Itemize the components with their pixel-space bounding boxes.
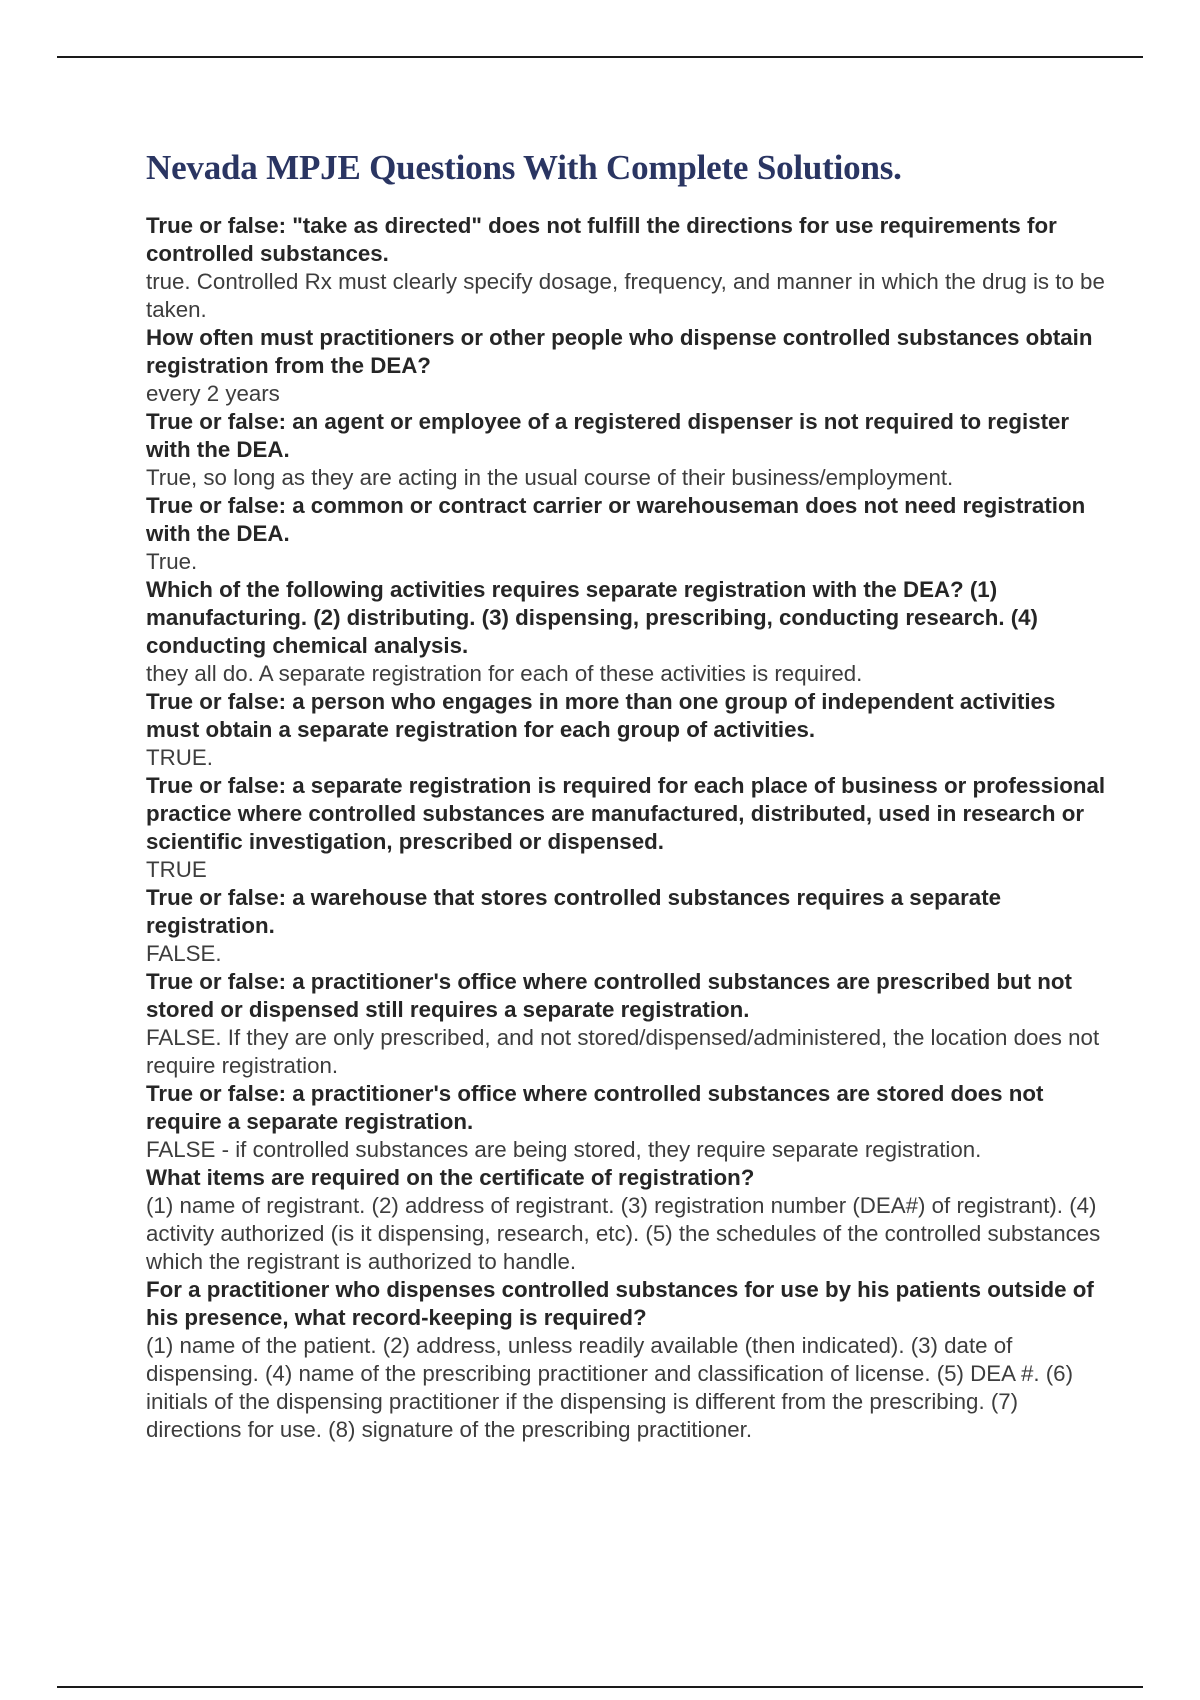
qa-item-2 (146, 324, 1106, 408)
question-text: True or false: a person who engages in more than one group of independent activities must obtain a separate registration for each group of activities. (146, 689, 1056, 742)
question-text: True or false: "take as directed" does not fulfill the directions for use requirements for controlled substances. (146, 213, 1057, 266)
answer-text: every 2 years (146, 381, 280, 406)
question-text: True or false: an agent or employee of a registered dispenser is not required to register with the DEA. (146, 409, 1070, 462)
answer-text: true. Controlled Rx must clearly specify dosage, frequency, and manner in which the drug is to be taken. (146, 269, 1105, 322)
question-text: True or false: a separate registration is required for each place of business or professional practice where controlled substances are manufactured, distributed, used in research or scientific investigation, prescribed or dispensed. (146, 773, 1106, 854)
question-text: True or false: a warehouse that stores controlled substances requires a separate registration. (146, 885, 1002, 938)
qa-item-5 (146, 576, 1106, 688)
answer-text: they all do. A separate registration for each of these activities is required. (146, 661, 863, 686)
answer-text: FALSE - if controlled substances are being stored, they require separate registration. (146, 1137, 982, 1162)
answer-text: (1) name of registrant. (2) address of registrant. (3) registration number (DEA#) of registrant). (4) activity authorized (is it dispensing, research, etc). (5) the schedules of the controlled substances which the registrant is authorized to handle. (146, 1193, 1101, 1274)
question-text: Which of the following activities requires separate registration with the DEA? (1) manufacturing. (2) distributing. (3) dispensing, prescribing, conducting research. (4) conducting chemical analysis. (146, 577, 1038, 658)
qa-item-3 (146, 408, 1106, 492)
qa-item-10 (146, 1080, 1106, 1164)
question-text: How often must practitioners or other people who dispense controlled substances obtain registration from the DEA? (146, 325, 1093, 378)
answer-text: TRUE (146, 857, 207, 882)
qa-item-4 (146, 492, 1106, 576)
qa-item-9 (146, 968, 1106, 1080)
question-text: True or false: a practitioner's office where controlled substances are prescribed but not stored or dispensed still requires a separate registration. (146, 969, 1072, 1022)
qa-item-11 (146, 1164, 1106, 1276)
document-body (146, 146, 1106, 1444)
question-text: True or false: a common or contract carrier or warehouseman does not need registration with the DEA. (146, 493, 1086, 546)
question-text: What items are required on the certificate of registration? (146, 1165, 755, 1190)
qa-item-8 (146, 884, 1106, 968)
answer-text: TRUE. (146, 745, 213, 770)
qa-item-7 (146, 772, 1106, 884)
qa-item-1 (146, 212, 1106, 324)
answer-text: (1) name of the patient. (2) address, unless readily available (then indicated). (3) date of dispensing. (4) name of the prescribing practitioner and classification of license. (5) DEA #. (6) initials of the dispensing practitioner if the dispensing is different from the prescribing. (7) directions for use. (8) signature of the prescribing practitioner. (146, 1333, 1074, 1442)
answer-text: FALSE. (146, 941, 222, 966)
answer-text: True, so long as they are acting in the usual course of their business/employment. (146, 465, 954, 490)
answer-text: FALSE. If they are only prescribed, and not stored/dispensed/administered, the location does not require registration. (146, 1025, 1100, 1078)
question-text: For a practitioner who dispenses controlled substances for use by his patients outside of his presence, what record-keeping is required? (146, 1277, 1094, 1330)
qa-item-6 (146, 688, 1106, 772)
qa-item-12 (146, 1276, 1106, 1444)
top-rule (57, 56, 1143, 58)
document-title: Nevada MPJE Questions With Complete Solutions. (146, 148, 902, 187)
answer-text: True. (146, 549, 198, 574)
bottom-rule (57, 1686, 1143, 1688)
question-text: True or false: a practitioner's office where controlled substances are stored does not require a separate registration. (146, 1081, 1044, 1134)
